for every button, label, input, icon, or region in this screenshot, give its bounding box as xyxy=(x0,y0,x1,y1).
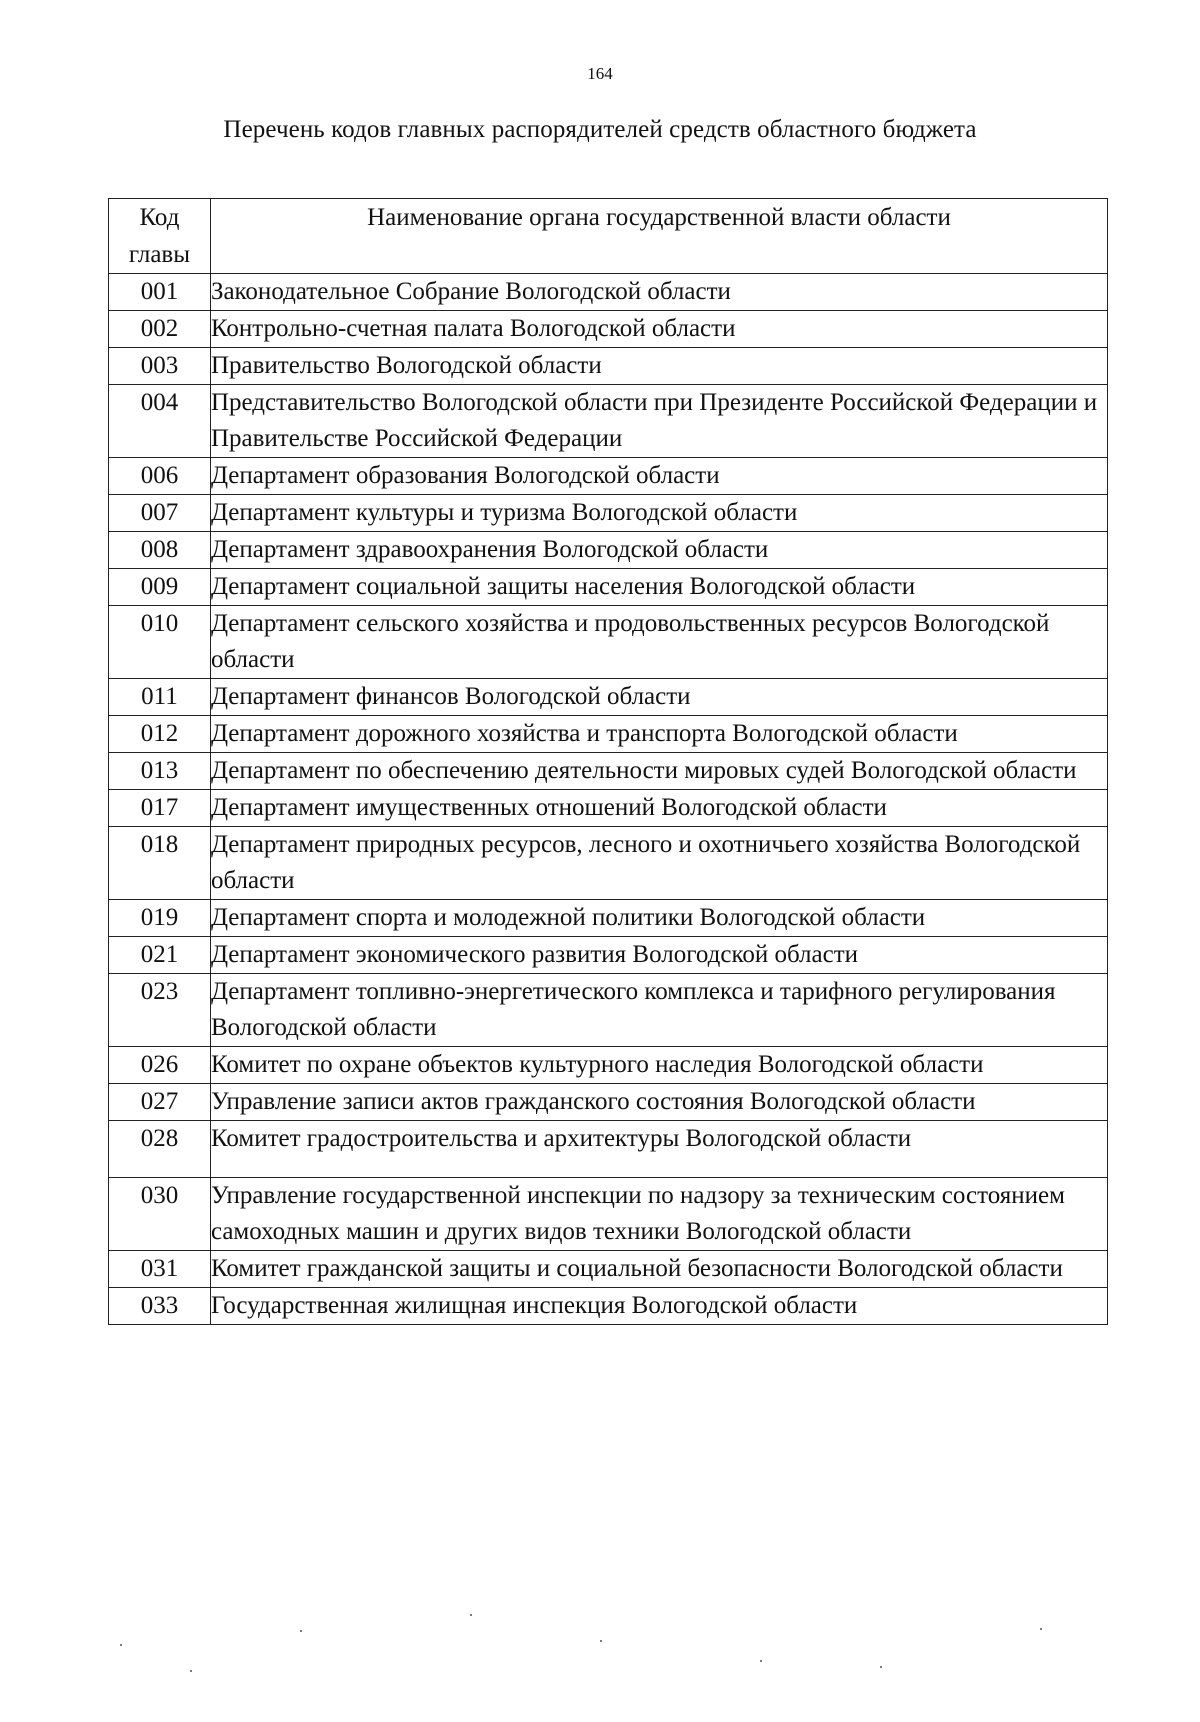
row-name: Департамент образования Вологодской области xyxy=(210,458,1107,495)
row-name: Департамент сельского хозяйства и продовольственных ресурсов Вологодской области xyxy=(210,606,1107,679)
row-code: 001 xyxy=(109,274,211,311)
row-name: Департамент здравоохранения Вологодской области xyxy=(210,532,1107,569)
table-row xyxy=(109,1251,1108,1288)
row-code: 004 xyxy=(109,385,211,458)
row-code: 012 xyxy=(109,716,211,753)
table-row xyxy=(109,827,1108,900)
table-row xyxy=(109,974,1108,1047)
row-code: 008 xyxy=(109,532,211,569)
table-row xyxy=(109,458,1108,495)
row-name: Комитет гражданской защиты и социальной безопасности Вологодской области xyxy=(210,1251,1107,1288)
page-title: Перечень кодов главных распорядителей средств областного бюджета xyxy=(223,116,977,143)
table-row xyxy=(109,311,1108,348)
table-row xyxy=(109,1047,1108,1084)
row-name: Департамент имущественных отношений Вологодской области xyxy=(210,790,1107,827)
row-code: 026 xyxy=(109,1047,211,1084)
row-name: Контрольно-счетная палата Вологодской области xyxy=(210,311,1107,348)
table-row xyxy=(109,385,1108,458)
row-name: Департамент топливно-энергетического комплекса и тарифного регулирования Вологодской области xyxy=(210,974,1107,1047)
table-row xyxy=(109,495,1108,532)
row-code: 007 xyxy=(109,495,211,532)
table-row xyxy=(109,348,1108,385)
table-row xyxy=(109,274,1108,311)
table-row xyxy=(109,900,1108,937)
row-name: Управление записи актов гражданского состояния Вологодской области xyxy=(210,1084,1107,1121)
row-name: Департамент социальной защиты населения Вологодской области xyxy=(210,569,1107,606)
table-body xyxy=(109,274,1108,1325)
row-code: 010 xyxy=(109,606,211,679)
table-row xyxy=(109,606,1108,679)
table-row xyxy=(109,753,1108,790)
row-name: Представительство Вологодской области при Президенте Российской Федерации и Правительстве Российской Федерации xyxy=(210,385,1107,458)
table-row xyxy=(109,716,1108,753)
table-row xyxy=(109,1084,1108,1121)
row-name: Департамент по обеспечению деятельности мировых судей Вологодской области xyxy=(210,753,1107,790)
row-code: 003 xyxy=(109,348,211,385)
scan-specks xyxy=(0,1600,1200,1700)
row-code: 018 xyxy=(109,827,211,900)
page-number: 164 xyxy=(587,64,613,83)
row-code: 002 xyxy=(109,311,211,348)
table-row xyxy=(109,937,1108,974)
row-name: Государственная жилищная инспекция Вологодской области xyxy=(210,1288,1107,1325)
table-row xyxy=(109,1288,1108,1325)
table-row xyxy=(109,569,1108,606)
table-row xyxy=(109,1178,1108,1251)
row-name: Департамент дорожного хозяйства и транспорта Вологодской области xyxy=(210,716,1107,753)
table-header-row xyxy=(109,199,1108,274)
row-code: 009 xyxy=(109,569,211,606)
row-name: Департамент природных ресурсов, лесного и охотничьего хозяйства Вологодской области xyxy=(210,827,1107,900)
table-row xyxy=(109,790,1108,827)
row-code: 030 xyxy=(109,1178,211,1251)
row-code: 028 xyxy=(109,1121,211,1178)
row-code: 033 xyxy=(109,1288,211,1325)
row-code: 019 xyxy=(109,900,211,937)
row-code: 027 xyxy=(109,1084,211,1121)
row-code: 013 xyxy=(109,753,211,790)
row-name: Управление государственной инспекции по надзору за техническим состоянием самоходных машин и других видов техники Вологодской области xyxy=(210,1178,1107,1251)
budget-codes-table xyxy=(108,198,1108,1325)
row-name: Департамент спорта и молодежной политики Вологодской области xyxy=(210,900,1107,937)
row-code: 021 xyxy=(109,937,211,974)
header-code: Код главы xyxy=(109,199,211,274)
row-code: 023 xyxy=(109,974,211,1047)
row-code: 031 xyxy=(109,1251,211,1288)
table-row xyxy=(109,679,1108,716)
row-name: Департамент экономического развития Вологодской области xyxy=(210,937,1107,974)
row-name: Законодательное Собрание Вологодской области xyxy=(210,274,1107,311)
table-row xyxy=(109,532,1108,569)
row-name: Департамент культуры и туризма Вологодской области xyxy=(210,495,1107,532)
row-name: Правительство Вологодской области xyxy=(210,348,1107,385)
row-code: 011 xyxy=(109,679,211,716)
row-name: Комитет по охране объектов культурного наследия Вологодской области xyxy=(210,1047,1107,1084)
table-row xyxy=(109,1121,1108,1178)
row-name: Департамент финансов Вологодской области xyxy=(210,679,1107,716)
row-code: 006 xyxy=(109,458,211,495)
row-name: Комитет градостроительства и архитектуры Вологодской области xyxy=(210,1121,1107,1178)
header-name: Наименование органа государственной власти области xyxy=(210,199,1107,274)
row-code: 017 xyxy=(109,790,211,827)
